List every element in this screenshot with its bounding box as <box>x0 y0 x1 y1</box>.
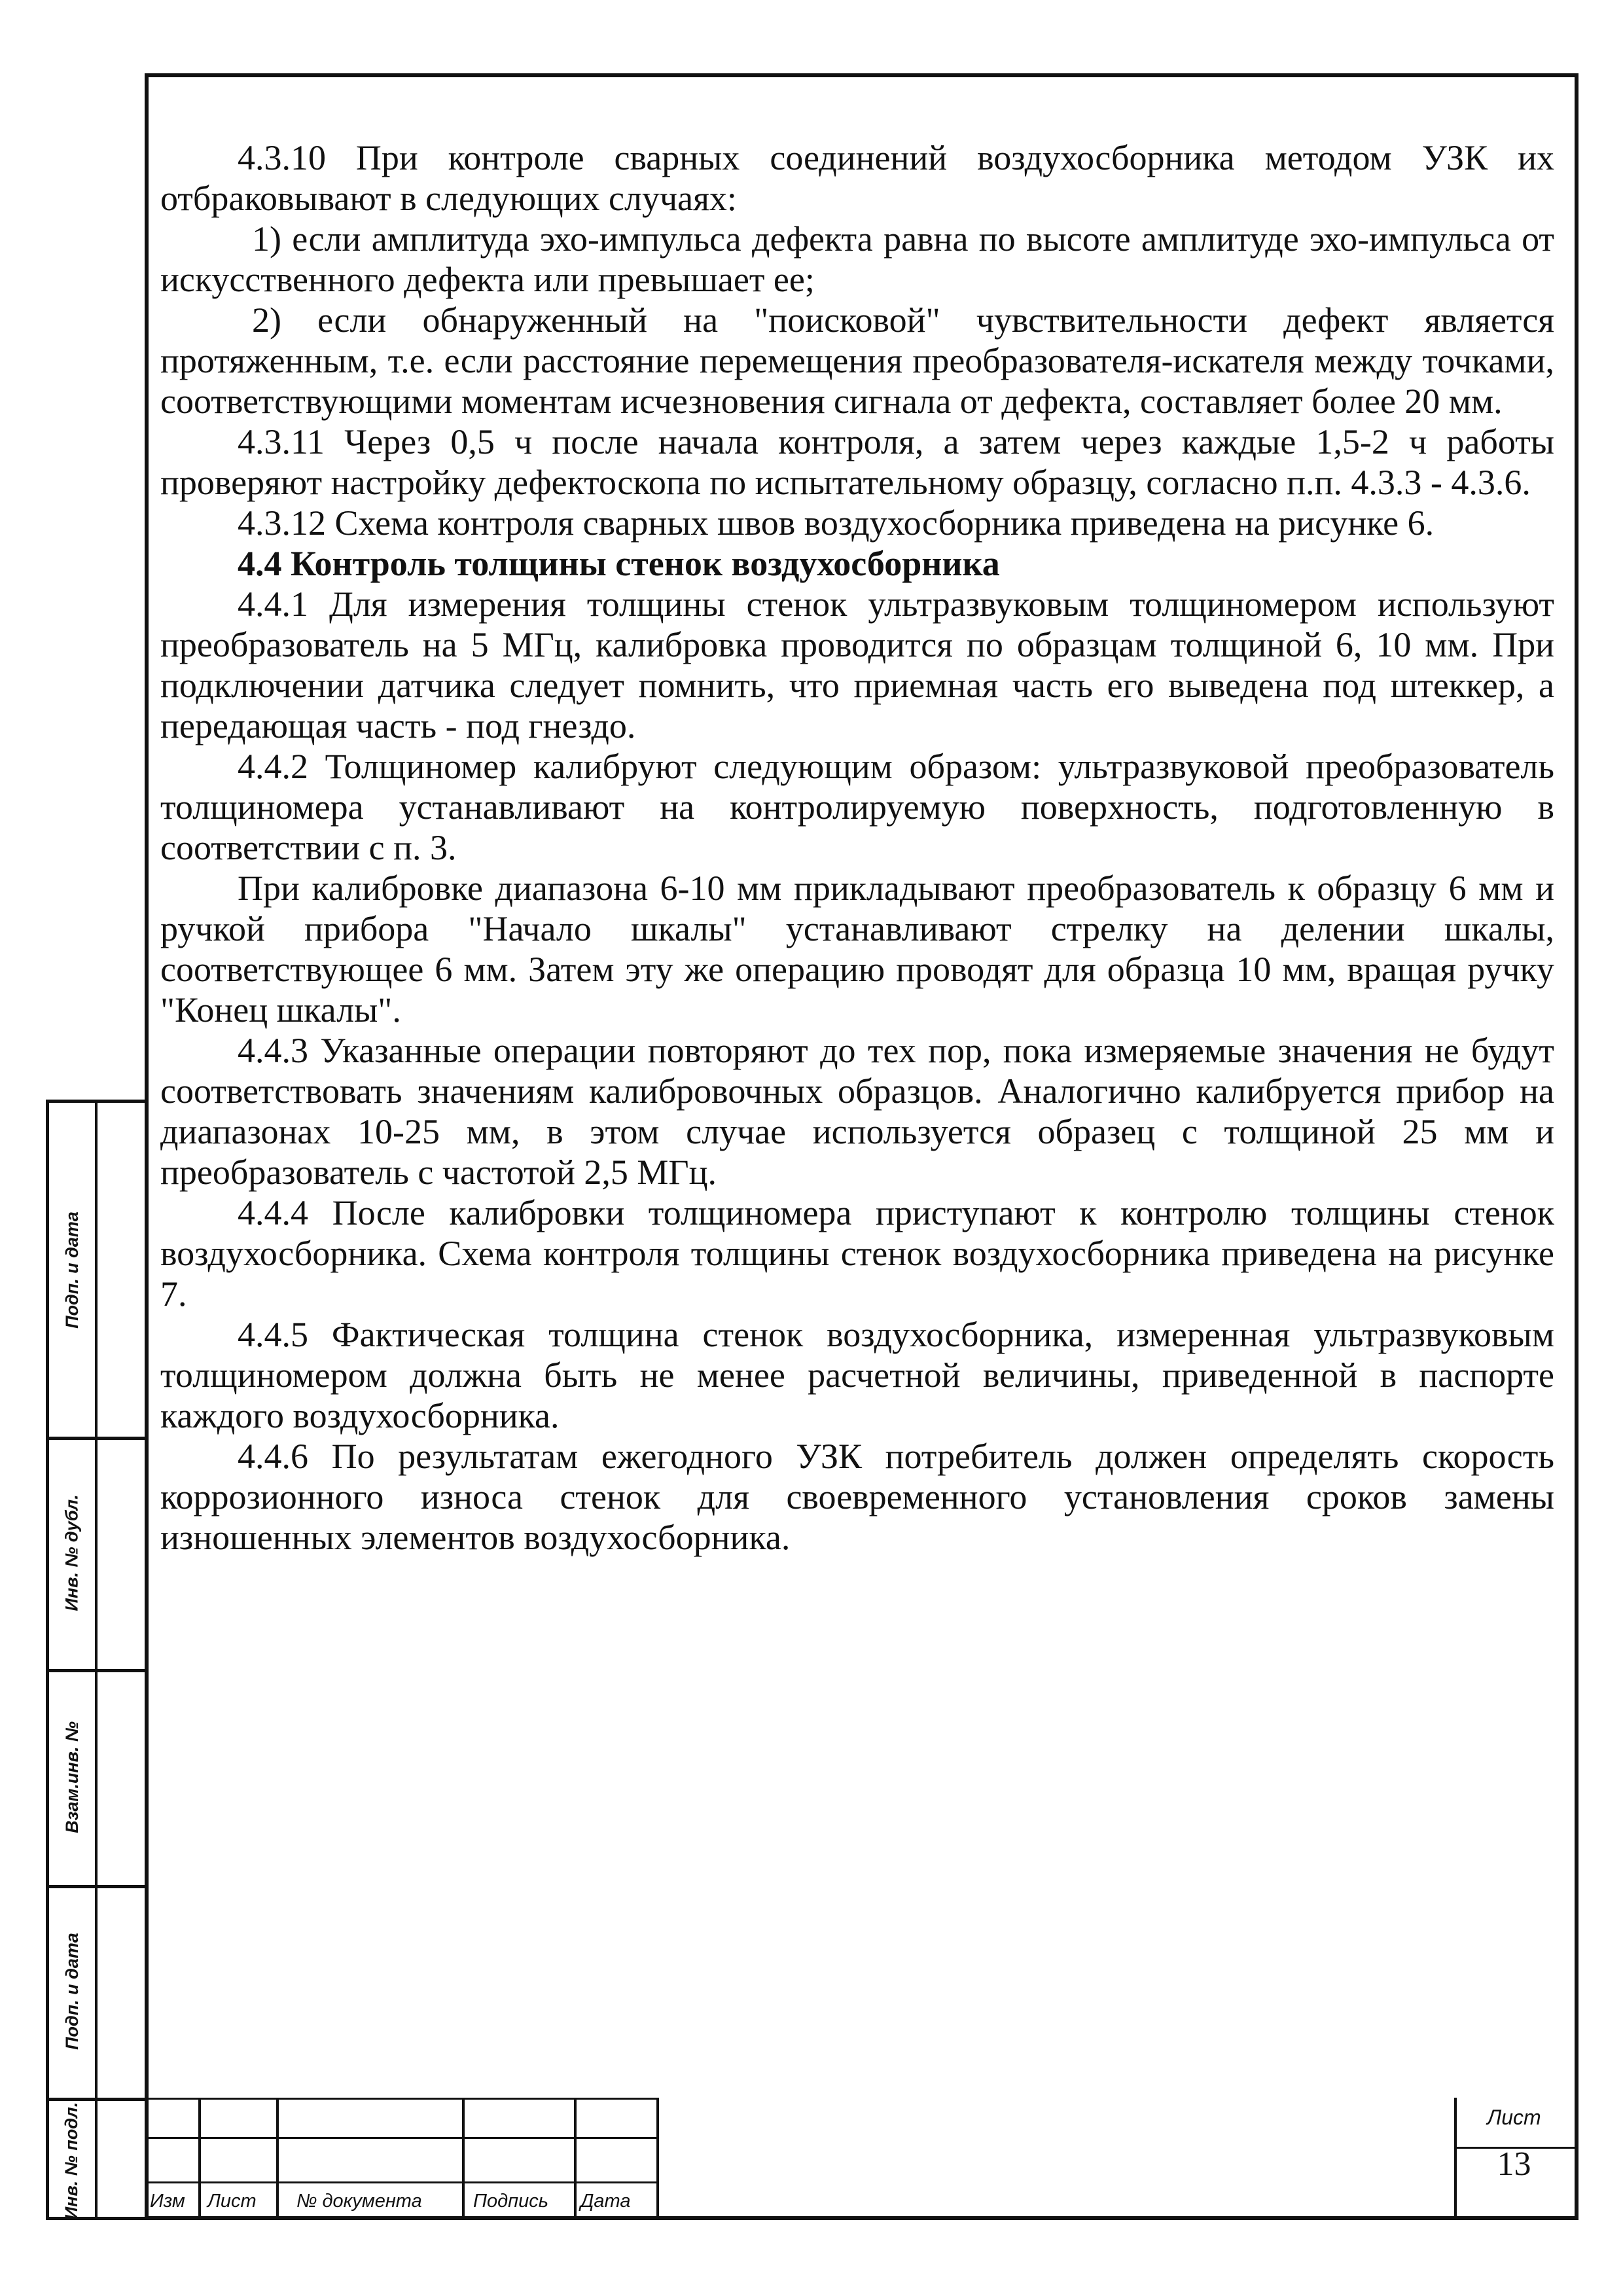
side-label-dup-inv: Инв. № дубл. <box>62 1494 82 1611</box>
column-caption-signature: Подпись <box>473 2191 549 2212</box>
divider <box>145 2098 659 2100</box>
side-label-replaced-inv: Взам.инв. № <box>62 1721 82 1833</box>
list-item: 1) если амплитуда эхо-импульса дефекта равна по высоте амплитуде эхо-импульса от искусственного дефекта или превышает ее; <box>160 219 1554 299</box>
divider <box>95 1103 98 2217</box>
side-label-original-inv: Инв. № подл. <box>62 2102 82 2219</box>
document-body <box>160 137 1554 1558</box>
paragraph: 4.3.11 Через 0,5 ч после начала контроля, а затем через каждые 1,5-2 ч работы проверяют настройку дефектоскопа по испытательному образцу, согласно п.п. 4.3.3 - 4.3.6. <box>160 422 1554 502</box>
list-item: 2) если обнаруженный на "поисковой" чувствительности дефект является протяженным, т.е. если расстояние перемещения преобразователя-искателя между точками, соответствующими моментам исчезновения сигнала от дефекта, составляет более 20 мм. <box>160 300 1554 421</box>
divider <box>656 2098 659 2220</box>
sheet-label: Лист <box>1487 2106 1541 2129</box>
divider <box>145 2137 659 2139</box>
paragraph: 4.3.10 При контроле сварных соединений воздухосборника методом УЗК их отбраковывают в следующих случаях: <box>160 138 1554 218</box>
paragraph: 4.4.6 По результатам ежегодного УЗК потребитель должен определять скорость коррозионного износа стенок для своевременного установления сроков замены изношенных элементов воздухосборника. <box>160 1437 1554 1557</box>
sheet-number: 13 <box>1497 2145 1531 2183</box>
column-caption-date: Дата <box>580 2191 631 2212</box>
side-label-sign-date: Подп. и дата <box>62 1933 82 2050</box>
paragraph: При калибровке диапазона 6-10 мм прикладывают преобразователь к образцу 6 мм и ручкой прибора "Начало шкалы" устанавливают стрелку на делении шкалы, соответствующее 6 мм. Затем эту же операцию проводят для образца 10 мм, вращая ручку "Конец шкалы". <box>160 869 1554 1030</box>
divider <box>276 2098 279 2220</box>
divider <box>145 2181 659 2183</box>
column-caption-change: Изм <box>150 2191 185 2212</box>
paragraph: 4.4.3 Указанные операции повторяют до тех пор, пока измеряемые значения не будут соответствовать значениям калибровочных образцов. Аналогично калибруется прибор на диапазонах 10-25 мм, в этом случае используется образец с толщиной 25 мм и преобразователь с частотой 2,5 МГц. <box>160 1031 1554 1192</box>
paragraph: 4.4.5 Фактическая толщина стенок воздухосборника, измеренная ультразвуковым толщиномером должна быть не менее расчетной величины, приведенной в паспорте каждого воздухосборника. <box>160 1315 1554 1435</box>
section-heading: 4.4 Контроль толщины стенок воздухосборника <box>238 544 1000 583</box>
column-caption-document: № документа <box>296 2191 422 2212</box>
title-block <box>145 2098 1578 2220</box>
paragraph: 4.4.1 Для измерения толщины стенок ультразвуковым толщиномером используют преобразователь на 5 МГц, калибровка проводится по образцам толщиной 6, 10 мм. При подключении датчика следует помнить, что приемная часть его выведена под штеккер, а передающая часть - под гнездо. <box>160 584 1554 745</box>
divider <box>198 2098 201 2220</box>
column-caption-sheet: Лист <box>207 2191 257 2212</box>
side-label-sign-date: Подп. и дата <box>62 1211 82 1329</box>
divider <box>462 2098 465 2220</box>
divider <box>574 2098 577 2220</box>
side-stamp-column <box>46 1100 145 2220</box>
paragraph: 4.3.12 Схема контроля сварных швов воздухосборника приведена на рисунке 6. <box>238 503 1435 543</box>
paragraph: 4.4.2 Толщиномер калибруют следующим образом: ультразвуковой преобразователь толщиномера устанавливают на контролируемую поверхность, подготовленную в соответствии с п. 3. <box>160 747 1554 867</box>
paragraph: 4.4.4 После калибровки толщиномера приступают к контролю толщины стенок воздухосборника. Схема контроля толщины стенок воздухосборника приведена на рисунке 7. <box>160 1193 1554 1314</box>
